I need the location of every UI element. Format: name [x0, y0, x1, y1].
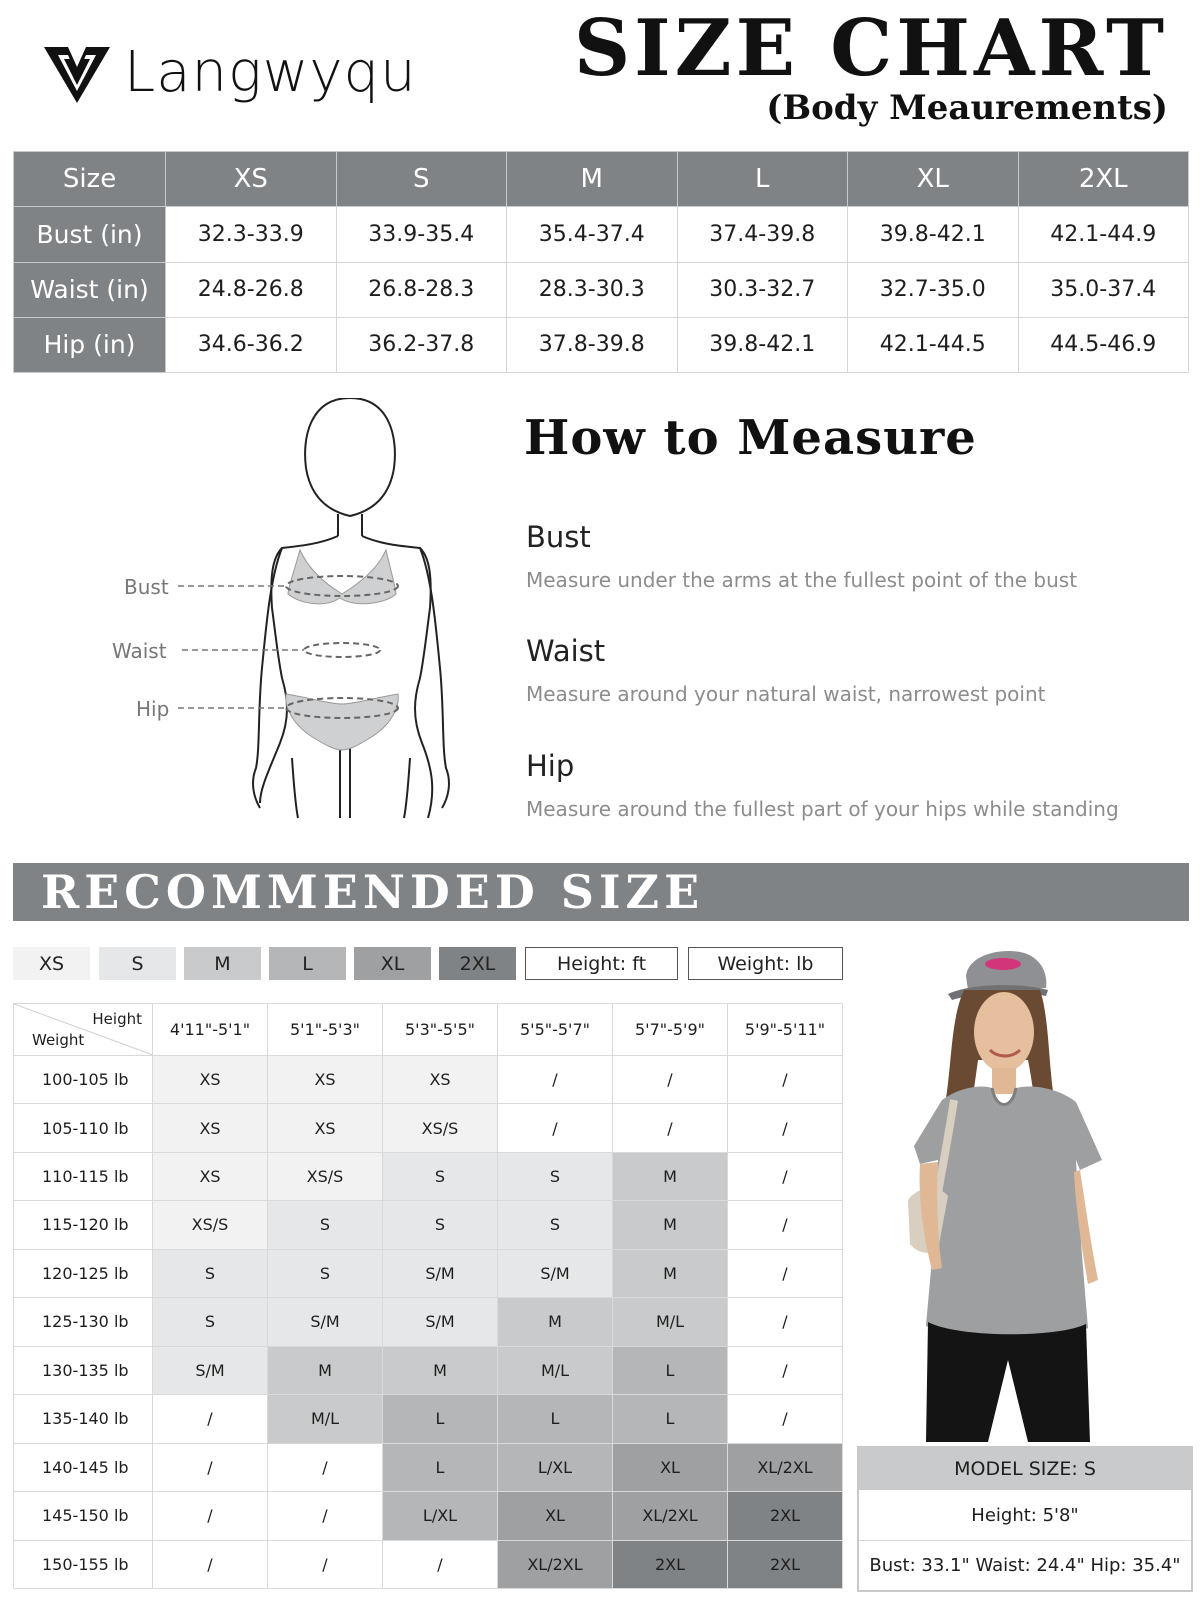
- measure-item-name: Hip: [526, 749, 575, 783]
- size-cell: /: [153, 1443, 268, 1491]
- size-cell: 2XL: [613, 1540, 728, 1588]
- size-cell: S/M: [383, 1249, 498, 1297]
- size-cell: S: [383, 1152, 498, 1200]
- size-cell: /: [498, 1104, 613, 1152]
- size-cell: /: [728, 1395, 843, 1443]
- size-cell: XS: [153, 1152, 268, 1200]
- size-cell: 2XL: [728, 1540, 843, 1588]
- size-cell: XL: [498, 1492, 613, 1540]
- weight-row: [14, 1201, 843, 1249]
- weight-row: [14, 1395, 843, 1443]
- figure-label-hip: Hip: [136, 697, 170, 721]
- measure-item-desc: Measure around your natural waist, narrowest point: [526, 682, 1046, 706]
- weight-label: 145-150 lb: [14, 1492, 153, 1540]
- weight-label: 135-140 lb: [14, 1395, 153, 1443]
- waist-row: [14, 262, 1189, 317]
- title-sub: (Body Meaurements): [766, 87, 1168, 128]
- size-cell: /: [268, 1443, 383, 1491]
- height-header-cell: 4'11"-5'1": [153, 1004, 268, 1056]
- size-header-cell: 2XL: [1018, 152, 1189, 207]
- table-cell: 39.8-42.1: [677, 317, 848, 372]
- row-label: Bust (in): [14, 207, 166, 262]
- recommended-table-body: [14, 1055, 843, 1588]
- legend-m: M: [184, 947, 261, 980]
- measure-item-desc: Measure around the fullest part of your hips while standing: [526, 797, 1119, 821]
- table-cell: 34.6-36.2: [166, 317, 337, 372]
- height-header-cell: 5'3"-5'5": [383, 1004, 498, 1056]
- recommended-size-table: [13, 1003, 843, 1589]
- hip-row: [14, 317, 1189, 372]
- size-cell: /: [153, 1492, 268, 1540]
- size-cell: XS/S: [153, 1201, 268, 1249]
- size-cell: L: [383, 1443, 498, 1491]
- weight-row: [14, 1249, 843, 1297]
- model-height: Height: 5'8": [971, 1504, 1079, 1526]
- size-cell: L/XL: [383, 1492, 498, 1540]
- size-cell: XL/2XL: [498, 1540, 613, 1588]
- how-to-measure-title: How to Measure: [524, 410, 977, 466]
- height-header-cell: 5'1"-5'3": [268, 1004, 383, 1056]
- legend-height-unit: Height: ft: [525, 947, 678, 980]
- size-cell: /: [613, 1055, 728, 1103]
- bust-row: [14, 207, 1189, 262]
- table-cell: 26.8-28.3: [336, 262, 507, 317]
- model-photo: [908, 950, 1158, 1442]
- model-info-card: [857, 1446, 1193, 1592]
- size-cell: M: [498, 1298, 613, 1346]
- size-cell: S: [498, 1201, 613, 1249]
- size-cell: M: [613, 1249, 728, 1297]
- weight-row: [14, 1540, 843, 1588]
- measure-item-waist: [526, 634, 1176, 706]
- size-cell: /: [153, 1540, 268, 1588]
- size-cell: /: [728, 1104, 843, 1152]
- size-cell: M: [383, 1346, 498, 1394]
- table-cell: 32.7-35.0: [848, 262, 1019, 317]
- table-cell: 42.1-44.5: [848, 317, 1019, 372]
- size-cell: S: [153, 1249, 268, 1297]
- weight-row: [14, 1298, 843, 1346]
- table-cell: 30.3-32.7: [677, 262, 848, 317]
- weight-label: 105-110 lb: [14, 1104, 153, 1152]
- model-size: MODEL SIZE: S: [859, 1448, 1191, 1490]
- title-main: SIZE CHART: [573, 3, 1168, 94]
- size-cell: M/L: [613, 1298, 728, 1346]
- measure-item-name: Bust: [526, 520, 591, 554]
- size-cell: /: [613, 1104, 728, 1152]
- height-header-cell: 5'7"-5'9": [613, 1004, 728, 1056]
- size-cell: S: [268, 1201, 383, 1249]
- table-cell: 35.0-37.4: [1018, 262, 1189, 317]
- table-cell: 37.4-39.8: [677, 207, 848, 262]
- size-header-row: [14, 152, 1189, 207]
- body-measurement-table: [13, 151, 1189, 373]
- size-cell: XS: [268, 1104, 383, 1152]
- size-cell: XS/S: [383, 1104, 498, 1152]
- size-cell: /: [268, 1540, 383, 1588]
- size-cell: S: [383, 1201, 498, 1249]
- size-cell: XL/2XL: [728, 1443, 843, 1491]
- size-header-cell: XS: [166, 152, 337, 207]
- height-header-cell: 5'9"-5'11": [728, 1004, 843, 1056]
- size-cell: XL/2XL: [613, 1492, 728, 1540]
- weight-label: 110-115 lb: [14, 1152, 153, 1200]
- legend-l: L: [269, 947, 346, 980]
- legend-weight-unit: Weight: lb: [688, 947, 843, 980]
- size-cell: S: [153, 1298, 268, 1346]
- size-cell: 2XL: [728, 1492, 843, 1540]
- row-label: Hip (in): [14, 317, 166, 372]
- corner-height-label: Height: [92, 1010, 142, 1028]
- size-cell: /: [383, 1540, 498, 1588]
- table-cell: 35.4-37.4: [507, 207, 678, 262]
- size-cell: L: [613, 1395, 728, 1443]
- size-cell: XS: [268, 1055, 383, 1103]
- size-cell: /: [728, 1152, 843, 1200]
- size-cell: /: [268, 1492, 383, 1540]
- figure-label-bust: Bust: [124, 575, 169, 599]
- size-cell: XS: [383, 1055, 498, 1103]
- weight-label: 120-125 lb: [14, 1249, 153, 1297]
- size-cell: S/M: [268, 1298, 383, 1346]
- size-cell: M/L: [268, 1395, 383, 1443]
- langwyqu-logo-icon: [44, 43, 110, 103]
- size-header-cell: S: [336, 152, 507, 207]
- measure-item-desc: Measure under the arms at the fullest point of the bust: [526, 568, 1078, 592]
- recommended-size-title: RECOMMENDED SIZE: [41, 865, 705, 919]
- table-cell: 24.8-26.8: [166, 262, 337, 317]
- size-cell: L: [613, 1346, 728, 1394]
- measure-item-hip: [526, 749, 1176, 821]
- table-cell: 42.1-44.9: [1018, 207, 1189, 262]
- table-cell: 28.3-30.3: [507, 262, 678, 317]
- height-header-row: [14, 1004, 843, 1056]
- weight-label: 140-145 lb: [14, 1443, 153, 1491]
- size-cell: S/M: [153, 1346, 268, 1394]
- size-cell: L/XL: [498, 1443, 613, 1491]
- table-cell: 36.2-37.8: [336, 317, 507, 372]
- height-header-cell: 5'5"-5'7": [498, 1004, 613, 1056]
- corner-weight-label: Weight: [32, 1030, 85, 1049]
- chart-title: [573, 3, 1168, 128]
- table-cell: 33.9-35.4: [336, 207, 507, 262]
- table-corner-cell: [14, 1004, 153, 1056]
- size-cell: M: [268, 1346, 383, 1394]
- weight-row: [14, 1443, 843, 1491]
- size-cell: /: [728, 1249, 843, 1297]
- size-cell: S/M: [498, 1249, 613, 1297]
- weight-label: 115-120 lb: [14, 1201, 153, 1249]
- size-cell: M: [613, 1152, 728, 1200]
- size-header-cell: XL: [848, 152, 1019, 207]
- size-cell: /: [498, 1055, 613, 1103]
- size-cell: XS: [153, 1104, 268, 1152]
- body-figure-illustration: [110, 398, 460, 838]
- size-cell: S/M: [383, 1298, 498, 1346]
- size-cell: /: [728, 1201, 843, 1249]
- size-cell: /: [153, 1395, 268, 1443]
- weight-label: 100-105 lb: [14, 1055, 153, 1103]
- table-cell: 39.8-42.1: [848, 207, 1019, 262]
- weight-label: 125-130 lb: [14, 1298, 153, 1346]
- size-cell: /: [728, 1298, 843, 1346]
- size-cell: L: [498, 1395, 613, 1443]
- legend-s: S: [99, 947, 176, 980]
- size-header-cell: L: [677, 152, 848, 207]
- size-cell: S: [498, 1152, 613, 1200]
- legend-xl: XL: [354, 947, 431, 980]
- weight-row: [14, 1346, 843, 1394]
- size-cell: L: [383, 1395, 498, 1443]
- weight-row: [14, 1055, 843, 1103]
- weight-label: 150-155 lb: [14, 1540, 153, 1588]
- size-cell: XS/S: [268, 1152, 383, 1200]
- model-measurements: Bust: 33.1" Waist: 24.4" Hip: 35.4": [859, 1540, 1191, 1590]
- recommended-size-banner: [13, 863, 1189, 921]
- size-cell: M: [613, 1201, 728, 1249]
- row-label: Waist (in): [14, 262, 166, 317]
- weight-row: [14, 1152, 843, 1200]
- size-cell: S: [268, 1249, 383, 1297]
- weight-row: [14, 1492, 843, 1540]
- brand-name: Langwyqu: [124, 40, 417, 105]
- weight-label: 130-135 lb: [14, 1346, 153, 1394]
- size-header-cell: M: [507, 152, 678, 207]
- size-cell: /: [728, 1055, 843, 1103]
- figure-label-waist: Waist: [112, 639, 167, 663]
- weight-row: [14, 1104, 843, 1152]
- size-cell: XS: [153, 1055, 268, 1103]
- measure-item-name: Waist: [526, 634, 606, 668]
- size-cell: XL: [613, 1443, 728, 1491]
- table-cell: 44.5-46.9: [1018, 317, 1189, 372]
- table-cell: 32.3-33.9: [166, 207, 337, 262]
- legend-2xl: 2XL: [439, 947, 516, 980]
- size-cell: /: [728, 1346, 843, 1394]
- size-cell: M/L: [498, 1346, 613, 1394]
- size-header-cell: Size: [14, 152, 166, 207]
- table-cell: 37.8-39.8: [507, 317, 678, 372]
- measure-item-bust: [526, 520, 1176, 592]
- brand-logo: [44, 40, 417, 105]
- legend-xs: XS: [13, 947, 90, 980]
